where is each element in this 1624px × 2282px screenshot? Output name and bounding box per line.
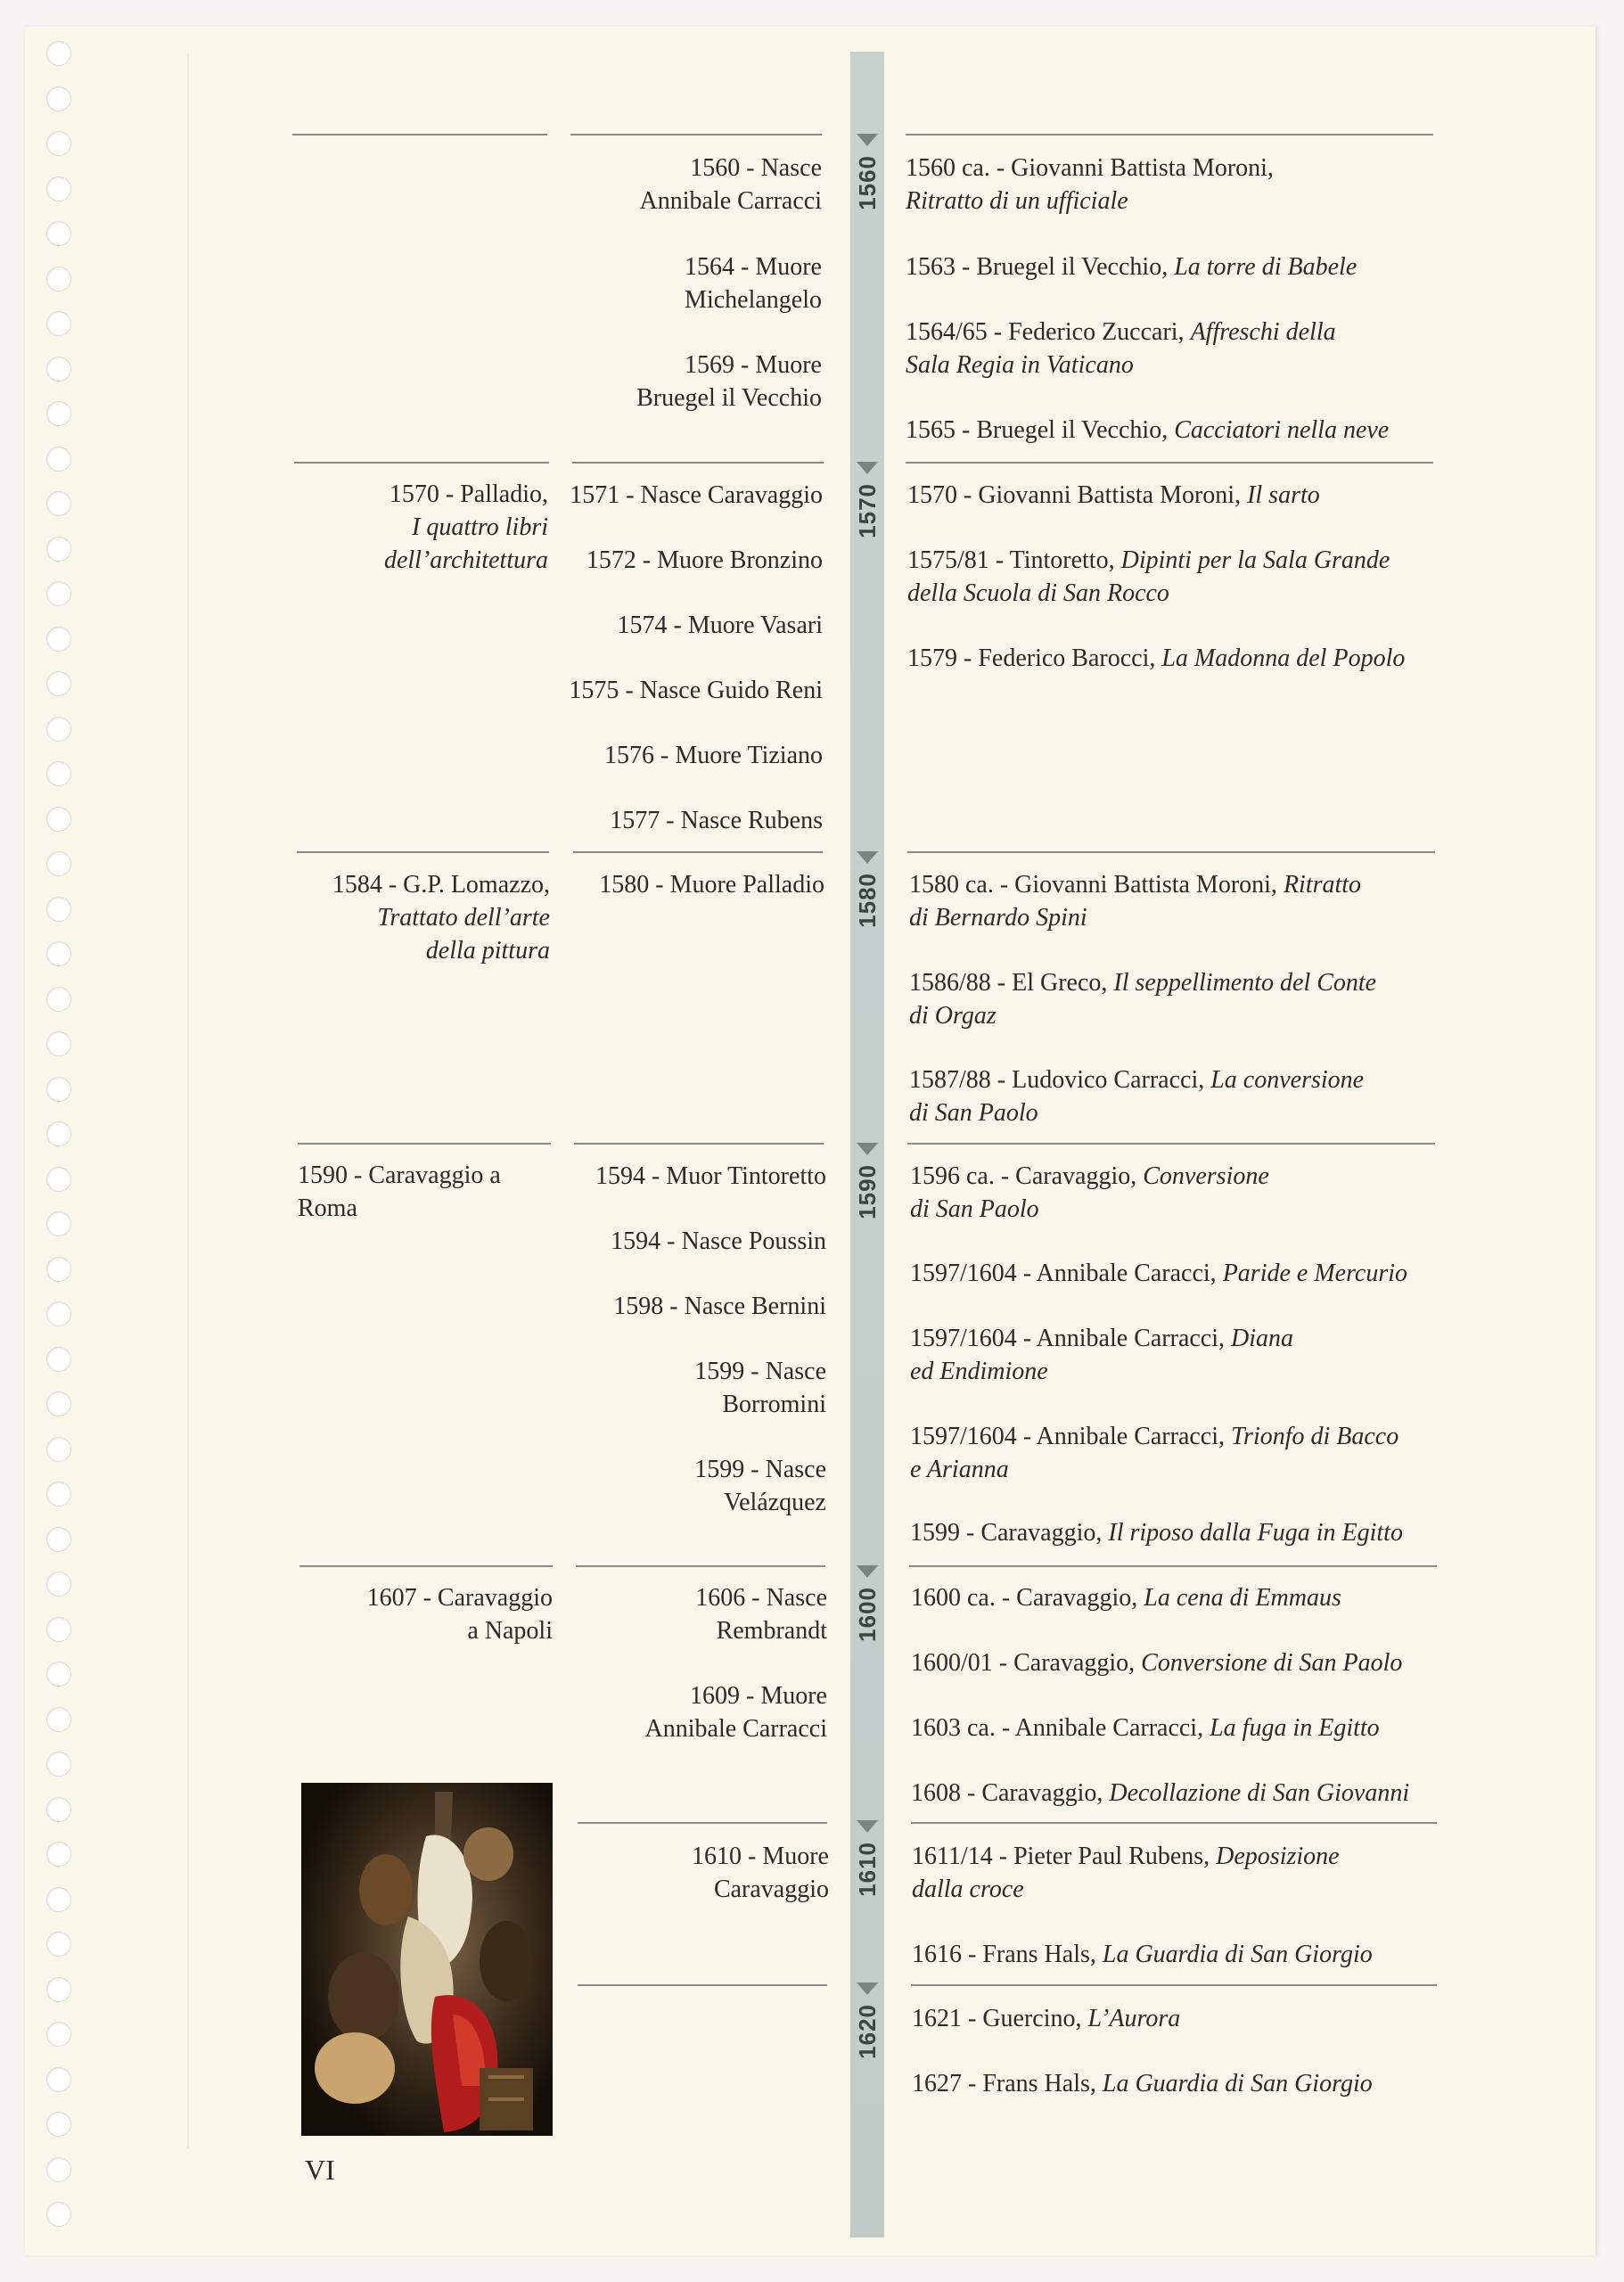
- decade-marker-1600: [850, 1567, 884, 1674]
- binder-hole-icon: [46, 86, 71, 111]
- entry-text: Borromini: [722, 1391, 826, 1418]
- page-number: VI: [305, 2154, 335, 2186]
- life-event: [570, 250, 822, 316]
- entry-text: 1600/01 - Caravaggio,: [911, 1649, 1142, 1677]
- life-event: [562, 1355, 826, 1421]
- entry-title: dell’architettura: [383, 546, 548, 574]
- entry-title: Ritratto: [1283, 871, 1362, 899]
- artwork-entry: [910, 1516, 1445, 1549]
- entry-text: Roma: [298, 1194, 357, 1222]
- binder-hole-icon: [46, 2022, 71, 2047]
- arrow-down-icon: [857, 134, 878, 146]
- entry-title: La torre di Babele: [1174, 253, 1357, 281]
- binder-hole-icon: [46, 897, 71, 922]
- entry-text: Caravaggio: [713, 1876, 829, 1903]
- binder-hole-icon: [46, 176, 71, 201]
- context-entry: [298, 1581, 553, 1647]
- life-event: [576, 1679, 827, 1745]
- decade-marker-1620: [850, 1984, 884, 2091]
- entry-text: 1586/88 - El Greco,: [909, 969, 1114, 997]
- life-event: [576, 1840, 829, 1906]
- divider: [576, 1565, 825, 1567]
- deposition-painting-image: [301, 1783, 553, 2136]
- divider: [574, 1143, 824, 1145]
- entry-text: 1599 - Nasce: [694, 1358, 826, 1385]
- binder-hole-icon: [46, 1662, 71, 1687]
- binder-holes: [46, 41, 73, 2252]
- artwork-entry: [910, 1420, 1445, 1486]
- entry-title: Affreschi della: [1190, 318, 1336, 346]
- artwork-entry: [909, 966, 1444, 1032]
- entry-title: Il seppellimento del Conte: [1113, 969, 1377, 997]
- divider: [907, 851, 1435, 853]
- entry-text: 1600 ca. - Caravaggio,: [911, 1584, 1144, 1612]
- life-event: [570, 349, 822, 415]
- entry-text: 1610 - Muore: [692, 1843, 829, 1870]
- artwork-entry: [911, 1777, 1446, 1810]
- artwork-entry: [906, 414, 1440, 447]
- entry-title: della Scuola di San Rocco: [907, 579, 1169, 607]
- entry-title: Ritratto di un ufficiale: [906, 187, 1128, 215]
- entry-title: La cena di Emmaus: [1144, 1584, 1341, 1612]
- entry-title: La Madonna del Popolo: [1161, 644, 1406, 672]
- binder-hole-icon: [46, 807, 71, 832]
- binder-hole-icon: [46, 1617, 71, 1642]
- binder-hole-icon: [46, 41, 71, 66]
- life-event: 1576 - Muore Tiziano: [604, 742, 823, 769]
- life-event: [570, 152, 822, 218]
- decade-label: 1600: [853, 1587, 881, 1642]
- artwork-entry: [912, 2002, 1447, 2035]
- binder-hole-icon: [46, 1121, 71, 1146]
- entry-title: Cacciatori nella neve: [1174, 416, 1390, 444]
- artwork-entry: [912, 1938, 1447, 1971]
- binder-hole-icon: [46, 491, 71, 516]
- life-event: 1575 - Nasce Guido Reni: [569, 677, 823, 704]
- entry-title: Il riposo dalla Fuga in Egitto: [1108, 1519, 1403, 1547]
- entry-text: Velázquez: [723, 1489, 826, 1516]
- life-event: [576, 1581, 827, 1647]
- binder-hole-icon: [46, 2202, 71, 2227]
- entry-text: a Napoli: [467, 1617, 553, 1645]
- entry-text: Annibale Carracci: [644, 1715, 827, 1743]
- entry-text: 1587/88 - Ludovico Carracci,: [909, 1066, 1211, 1094]
- entry-title: Sala Regia in Vaticano: [906, 351, 1134, 379]
- binder-hole-icon: [46, 357, 71, 382]
- entry-title: di San Paolo: [909, 1099, 1038, 1127]
- binder-hole-icon: [46, 987, 71, 1012]
- page-fold-line: [187, 53, 189, 2148]
- binder-hole-icon: [46, 1482, 71, 1506]
- context-entry: [294, 478, 548, 577]
- entry-title: di Orgaz: [909, 1002, 997, 1030]
- entry-title: La Guardia di San Giorgio: [1102, 1941, 1373, 1968]
- divider: [907, 1143, 1435, 1145]
- binder-hole-icon: [46, 761, 71, 786]
- entry-text: 1563 - Bruegel il Vecchio,: [906, 253, 1175, 281]
- binder-hole-icon: [46, 1752, 71, 1777]
- entry-title: La fuga in Egitto: [1210, 1714, 1380, 1742]
- entry-title: Decollazione di San Giovanni: [1109, 1779, 1410, 1807]
- entry-text: Bruegel il Vecchio: [636, 384, 822, 412]
- life-event: 1574 - Muore Vasari: [617, 612, 823, 639]
- life-event: 1577 - Nasce Rubens: [610, 807, 823, 834]
- life-event: [562, 1453, 826, 1519]
- context-entry: [298, 1159, 556, 1225]
- entry-title: Conversione di San Paolo: [1141, 1649, 1403, 1677]
- binder-hole-icon: [46, 1707, 71, 1732]
- divider: [298, 1143, 551, 1145]
- decade-marker-1590: [850, 1145, 884, 1252]
- binder-hole-icon: [46, 1031, 71, 1056]
- decade-label: 1560: [853, 155, 881, 210]
- binder-hole-icon: [46, 2157, 71, 2182]
- entry-text: 1580 ca. - Giovanni Battista Moroni,: [909, 871, 1284, 899]
- divider: [292, 134, 547, 135]
- divider: [570, 134, 822, 135]
- artwork-entry: [911, 1712, 1446, 1744]
- artwork-entry: [906, 316, 1440, 382]
- entry-text: 1603 ca. - Annibale Carracci,: [911, 1714, 1210, 1742]
- binder-hole-icon: [46, 1977, 71, 2002]
- binder-hole-icon: [46, 671, 71, 696]
- entry-text: 1608 - Caravaggio,: [911, 1779, 1110, 1807]
- entry-title: Trionfo di Bacco: [1231, 1423, 1399, 1450]
- entry-text: 1609 - Muore: [690, 1682, 827, 1710]
- binder-hole-icon: [46, 1391, 71, 1416]
- entry-title: Trattato dell’arte: [377, 904, 550, 932]
- divider: [911, 1984, 1437, 1986]
- decade-label: 1580: [853, 873, 881, 928]
- entry-text: 1565 - Bruegel il Vecchio,: [906, 416, 1175, 444]
- entry-text: 1564/65 - Federico Zuccari,: [906, 318, 1191, 346]
- entry-title: L’Aurora: [1087, 2005, 1181, 2032]
- entry-text: 1616 - Frans Hals,: [912, 1941, 1103, 1968]
- divider: [297, 851, 549, 853]
- artwork-entry: [907, 479, 1442, 512]
- entry-title: di Bernardo Spini: [909, 904, 1087, 932]
- divider: [906, 462, 1433, 464]
- binder-hole-icon: [46, 1437, 71, 1462]
- entry-text: 1597/1604 - Annibale Caracci,: [910, 1260, 1223, 1287]
- decade-marker-1560: [850, 135, 884, 242]
- life-event: 1594 - Nasce Poussin: [611, 1227, 826, 1255]
- entry-text: 1560 - Nasce: [690, 154, 822, 182]
- binder-hole-icon: [46, 1842, 71, 1867]
- entry-title: Deposizione: [1216, 1843, 1340, 1870]
- entry-text: 1596 ca. - Caravaggio,: [910, 1162, 1144, 1190]
- binder-hole-icon: [46, 2067, 71, 2092]
- divider: [578, 1822, 827, 1824]
- entry-text: Michelangelo: [685, 286, 822, 314]
- entry-title: La Guardia di San Giorgio: [1102, 2070, 1373, 2097]
- entry-title: della pittura: [425, 937, 550, 965]
- binder-hole-icon: [46, 1301, 71, 1326]
- life-event: 1571 - Nasce Caravaggio: [570, 481, 823, 509]
- binder-hole-icon: [46, 1257, 71, 1282]
- entry-text: 1569 - Muore: [685, 351, 822, 379]
- artwork-entry: [906, 250, 1440, 283]
- binder-hole-icon: [46, 1167, 71, 1192]
- entry-text: 1627 - Frans Hals,: [912, 2070, 1103, 2097]
- entry-title: e Arianna: [910, 1456, 1009, 1483]
- decade-marker-1580: [850, 853, 884, 960]
- entry-title: I quattro libri: [412, 513, 548, 541]
- entry-title: Dipinti per la Sala Grande: [1120, 546, 1390, 574]
- binder-hole-icon: [46, 1932, 71, 1957]
- entry-text: 1590 - Caravaggio a: [298, 1162, 501, 1189]
- arrow-down-icon: [857, 1565, 878, 1578]
- entry-text: 1597/1604 - Annibale Carracci,: [910, 1423, 1232, 1450]
- binder-hole-icon: [46, 447, 71, 472]
- entry-title: Diana: [1231, 1325, 1294, 1352]
- entry-text: 1599 - Caravaggio,: [910, 1519, 1109, 1547]
- entry-text: Annibale Carracci: [639, 187, 822, 215]
- artwork-entry: [912, 1840, 1447, 1906]
- binder-hole-icon: [46, 941, 71, 966]
- arrow-down-icon: [857, 1820, 878, 1833]
- binder-hole-icon: [46, 401, 71, 426]
- painting-thumbnail: [301, 1783, 553, 2136]
- binder-hole-icon: [46, 221, 71, 246]
- artwork-entry: [911, 1581, 1446, 1614]
- entry-text: 1570 - Palladio,: [389, 480, 548, 508]
- entry-text: 1611/14 - Pieter Paul Rubens,: [912, 1843, 1217, 1870]
- artwork-entry: [912, 2067, 1447, 2100]
- binder-hole-icon: [46, 1797, 71, 1822]
- artwork-entry: [907, 544, 1442, 610]
- binder-hole-icon: [46, 131, 71, 156]
- entry-text: 1606 - Nasce: [695, 1584, 827, 1612]
- decade-marker-1610: [850, 1822, 884, 1929]
- artwork-entry: [906, 152, 1440, 218]
- entry-text: 1560 ca. - Giovanni Battista Moroni,: [906, 154, 1274, 182]
- divider: [572, 462, 824, 464]
- arrow-down-icon: [857, 851, 878, 864]
- binder-hole-icon: [46, 267, 71, 291]
- binder-hole-icon: [46, 627, 71, 652]
- context-entry: [294, 868, 550, 967]
- divider: [909, 1565, 1437, 1567]
- binder-hole-icon: [46, 311, 71, 336]
- binder-hole-icon: [46, 537, 71, 562]
- binder-hole-icon: [46, 851, 71, 876]
- decade-label: 1620: [853, 2004, 881, 2059]
- divider: [578, 1984, 827, 1986]
- life-event: 1580 - Muore Palladio: [599, 871, 824, 899]
- life-event: 1572 - Muore Bronzino: [586, 546, 823, 574]
- binder-hole-icon: [46, 1527, 71, 1552]
- artwork-entry: [910, 1257, 1445, 1290]
- divider: [299, 1565, 553, 1567]
- artwork-entry: [909, 1063, 1444, 1129]
- artwork-entry: [910, 1160, 1445, 1226]
- life-event: 1598 - Nasce Bernini: [613, 1293, 826, 1320]
- entry-text: 1564 - Muore: [685, 253, 822, 281]
- binder-hole-icon: [46, 1211, 71, 1236]
- entry-text: 1579 - Federico Barocci,: [907, 644, 1162, 672]
- binder-hole-icon: [46, 717, 71, 742]
- entry-text: 1607 - Caravaggio: [366, 1584, 553, 1612]
- entry-text: Rembrandt: [716, 1617, 827, 1645]
- decade-marker-1570: [850, 464, 884, 570]
- binder-hole-icon: [46, 2112, 71, 2137]
- entry-title: dalla croce: [912, 1876, 1024, 1903]
- decade-label: 1570: [853, 483, 881, 538]
- divider: [906, 134, 1433, 135]
- entry-title: La conversione: [1210, 1066, 1365, 1094]
- divider: [294, 462, 549, 464]
- entry-title: Paride e Mercurio: [1222, 1260, 1408, 1287]
- divider: [573, 851, 823, 853]
- arrow-down-icon: [857, 462, 878, 474]
- entry-text: 1570 - Giovanni Battista Moroni,: [907, 481, 1248, 509]
- entry-title: Conversione: [1143, 1162, 1269, 1190]
- artwork-entry: [911, 1646, 1446, 1679]
- life-event: 1594 - Muor Tintoretto: [595, 1162, 826, 1190]
- entry-text: 1599 - Nasce: [694, 1456, 826, 1483]
- binder-hole-icon: [46, 1887, 71, 1912]
- entry-title: ed Endimione: [910, 1358, 1048, 1385]
- binder-hole-icon: [46, 1077, 71, 1102]
- decade-label: 1590: [853, 1164, 881, 1219]
- binder-hole-icon: [46, 581, 71, 606]
- binder-hole-icon: [46, 1572, 71, 1597]
- artwork-entry: [909, 868, 1444, 934]
- binder-hole-icon: [46, 1347, 71, 1372]
- artwork-entry: [910, 1322, 1445, 1388]
- divider: [911, 1822, 1437, 1824]
- entry-title: Il sarto: [1247, 481, 1320, 509]
- arrow-down-icon: [857, 1143, 878, 1155]
- artwork-entry: [907, 642, 1442, 675]
- entry-text: 1584 - G.P. Lomazzo,: [332, 871, 550, 899]
- decade-label: 1610: [853, 1842, 881, 1897]
- entry-text: 1597/1604 - Annibale Carracci,: [910, 1325, 1232, 1352]
- entry-text: 1575/81 - Tintoretto,: [907, 546, 1121, 574]
- arrow-down-icon: [857, 1982, 878, 1995]
- entry-title: di San Paolo: [910, 1195, 1039, 1223]
- entry-text: 1621 - Guercino,: [912, 2005, 1088, 2032]
